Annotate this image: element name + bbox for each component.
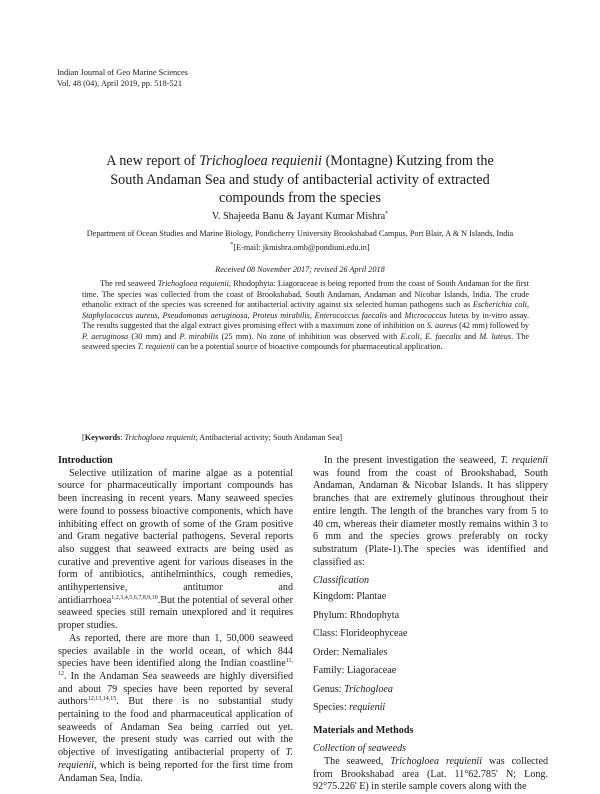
- journal-header: [57, 67, 188, 89]
- intro-heading: Introduction: [58, 455, 113, 466]
- classification-item: Phylum: Rhodophyta: [313, 609, 400, 621]
- right-column: [313, 455, 548, 794]
- intro-paragraph-2: As reported, there are more than 1, 50,000 seaweed species available in the world ocean, of which 844 species have been identified along the Indian coastline$^{11, 12}$. In the Andaman Sea seaweeds are highly diversified and about 79 species have been reported by several authors$^{12,13,14,15}$. But there is no substantial study pertaining to the food and pharmaceutical application of seaweeds of Andaman Sea being carried out yet. However, the present study was carried out with the objective of investigating antibacterial property of T. requienii, which is being reported for the first time from Andaman Sea, India.: [58, 632, 293, 784]
- keywords: [Keywords: Trichogloea requienii; Antibacterial activity; South Andaman Sea]: [82, 433, 343, 442]
- classification-item: Family: Liagoraceae: [313, 665, 397, 677]
- received-dates: Received 08 November 2017; revised 26 April 2018: [215, 265, 385, 274]
- classification-item: Order: Nemaliales: [313, 646, 388, 658]
- intro-paragraph-1: Selective utilization of marine algae as a potential source for pharmaceutically important compounds has been increasing in recent years. Many seaweed species were found to possess bioactive components, which have inhibiting effect on growth of some of the Gram positive and Gram negative bacterial pathogens. Several reports also suggest that seaweed extracts are being used as curative and preventive agent for various diseases in the form of antibiotics, antihelminthics, cough remedies, antihypertensive, antitumor and antidiarrhoea$^{1,2,3,4,5,6,7,8,9,10}$.But the potential of several other seaweed species still remain unexplored and it requires proper studies.: [58, 467, 293, 632]
- methods-heading: Materials and Methods: [313, 724, 414, 736]
- journal-volume: Vol. 48 (04), April 2019, pp. 518-521: [57, 79, 183, 88]
- title-line-3: compounds from the species: [219, 190, 381, 206]
- paper-title: [60, 152, 540, 208]
- email-line: *[E-mail: jkmishra.omb@pondiuni.edu.in]: [230, 242, 370, 252]
- classification-item: Class: Florideophyceae: [313, 628, 408, 640]
- authors: V. Shajeeda Banu & Jayant Kumar Mishra*: [211, 211, 389, 222]
- affiliation: Department of Ocean Studies and Marine Biology, Pondicherry University Brookshabad Campus, Port Blair, A & N Islands, India: [86, 229, 514, 238]
- collection-heading: Collection of seaweeds: [313, 743, 407, 755]
- journal-name: Indian Journal of Geo Marine Sciences: [57, 68, 188, 77]
- abstract: The red seaweed Trichogloea requienii, Rhodophyta: Liagoraceae is being reported from the coast of South Andaman for the first time. The species was collected from the coast of Brookshabad, South Andaman, Andaman and Nicobar Islands, India. The crude ethanolic extract of the species was screened for antibacterial activity against six selected human pathogens such as Escherichia coli, Staphylococcus aureus, Pseudomonas aeruginosa, Proteus mirabilis, Enterococcus faecalis and Micrococcus luteus by in-vitro assay. The results suggested that the algal extract gives promising effect with a maximum zone of inhibition on S. aureus (42 mm) followed by P. aeruginosa (30 mm) and P. mirabilis (25 mm). No zone of inhibition was observed with E.coli, E. faecalis and M. luteus. The seaweed species T. requienii can be a potential source of bioactive compounds for pharmaceutical application.: [82, 279, 530, 351]
- classification-item: Genus: Trichogloea: [313, 683, 393, 695]
- title-line-1: A new report of Trichogloea requienii (Montagne) Kutzing from the: [106, 153, 494, 169]
- classification-heading: Classification: [313, 575, 370, 587]
- classification-item: Species: requienii: [313, 702, 386, 714]
- corresponding-mark: *: [385, 211, 389, 217]
- title-line-2: South Andaman Sea and study of antibacterial activity of extracted: [110, 171, 490, 188]
- collection-paragraph: The seaweed, Trichogloea requienii was collected from Brookshabad area (Lat. 11°62.785' N; Long. 92°75.226' E) in sterile sample covers along with the: [313, 755, 548, 793]
- classification-list: [313, 588, 548, 718]
- classification-item: Kingdom: Plantae: [313, 591, 387, 603]
- left-column: [58, 455, 293, 785]
- description-paragraph: In the present investigation the seaweed, T. requienii was found from the coast of Brookshabad, South Andaman, Andaman & Nicobar Islands. It has slippery branches that are extremely glutinous throughout their entire length. The length of the branches vary from 5 to 40 cm, whereas their diameter mostly remains within 3 to 6 mm and the species grows preferably on rocky substratum (Plate-1).The species was identified and classified as:: [313, 455, 548, 568]
